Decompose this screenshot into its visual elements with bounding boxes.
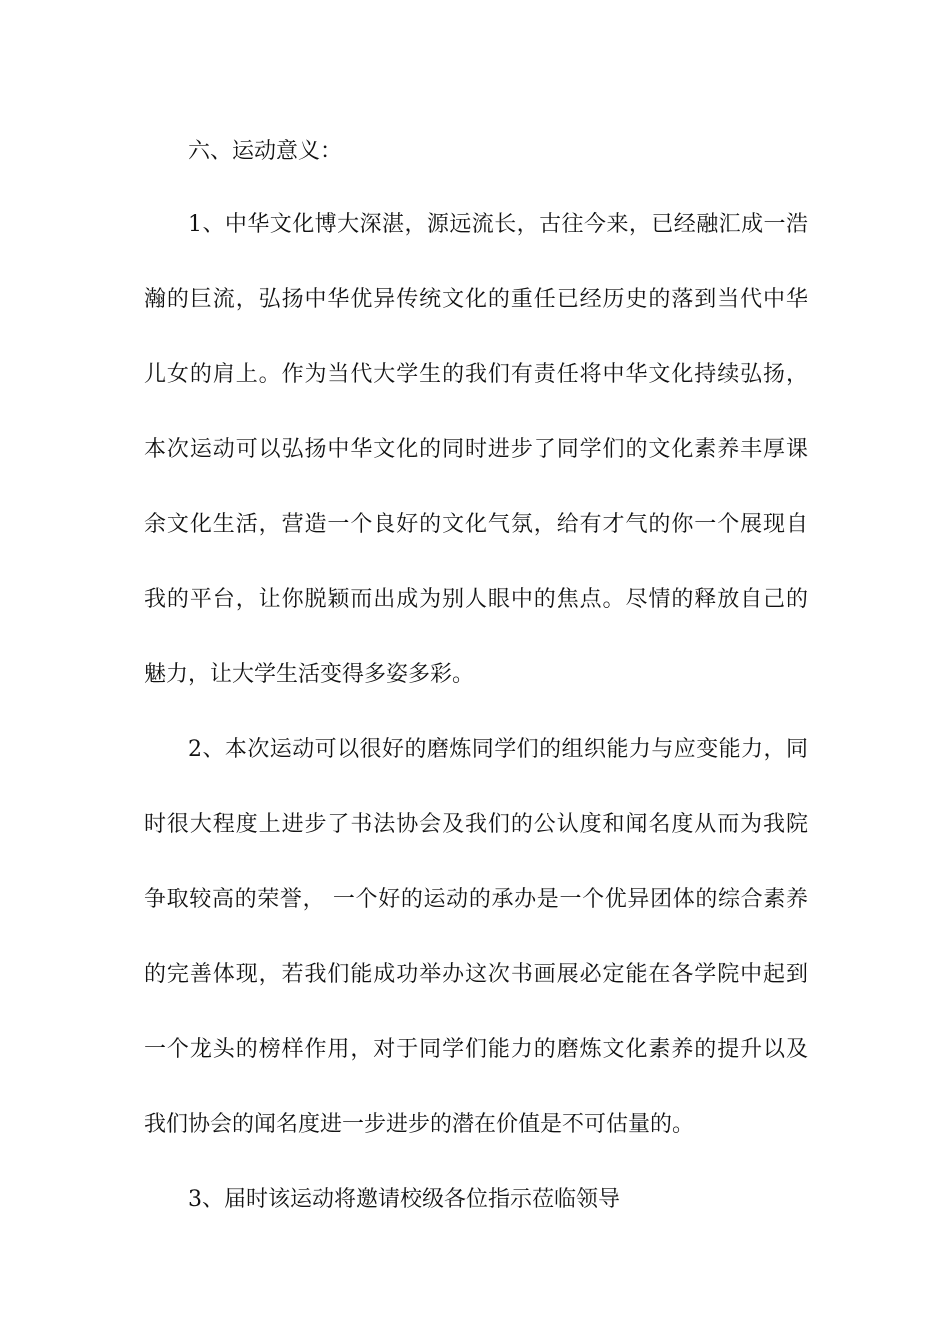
paragraph-line: 瀚的巨流，弘扬中华优异传统文化的重任已经历史的落到当代中华 [144,287,808,312]
paragraph-line: 一个龙头的榜样作用，对于同学们能力的磨炼文化素养的提升以及 [144,1037,808,1062]
paragraph-line: 本次运动可以弘扬中华文化的同时进步了同学们的文化素养丰厚课 [144,437,808,462]
paragraph-line: 时很大程度上进步了书法协会及我们的公认度和闻名度从而为我院 [144,812,808,837]
paragraph-line: 争取较高的荣誉， 一个好的运动的承办是一个优异团体的综合素养 [144,887,808,912]
paragraph-line: 魅力，让大学生活变得多姿多彩。 [144,662,475,687]
section-heading: 六、运动意义： [188,139,343,164]
paragraph-line: 1、中华文化博大深湛，源远流长，古往今来，已经融汇成一浩 [188,212,808,237]
paragraph-line: 我们协会的闻名度进一步进步的潜在价值是不可估量的。 [144,1112,695,1137]
paragraph-line: 2、本次运动可以很好的磨炼同学们的组织能力与应变能力，同 [188,737,808,762]
paragraph-line: 儿女的肩上。作为当代大学生的我们有责任将中华文化持续弘扬， [144,362,808,387]
paragraph-line: 的完善体现，若我们能成功举办这次书画展必定能在各学院中起到 [144,962,808,987]
paragraph-line: 我的平台，让你脱颖而出成为别人眼中的焦点。尽情的释放自己的 [144,587,808,612]
paragraph-line: 3、届时该运动将邀请校级各位指示莅临领导 [188,1187,620,1212]
paragraph-line: 余文化生活，营造一个良好的文化气氛，给有才气的你一个展现自 [144,512,808,537]
